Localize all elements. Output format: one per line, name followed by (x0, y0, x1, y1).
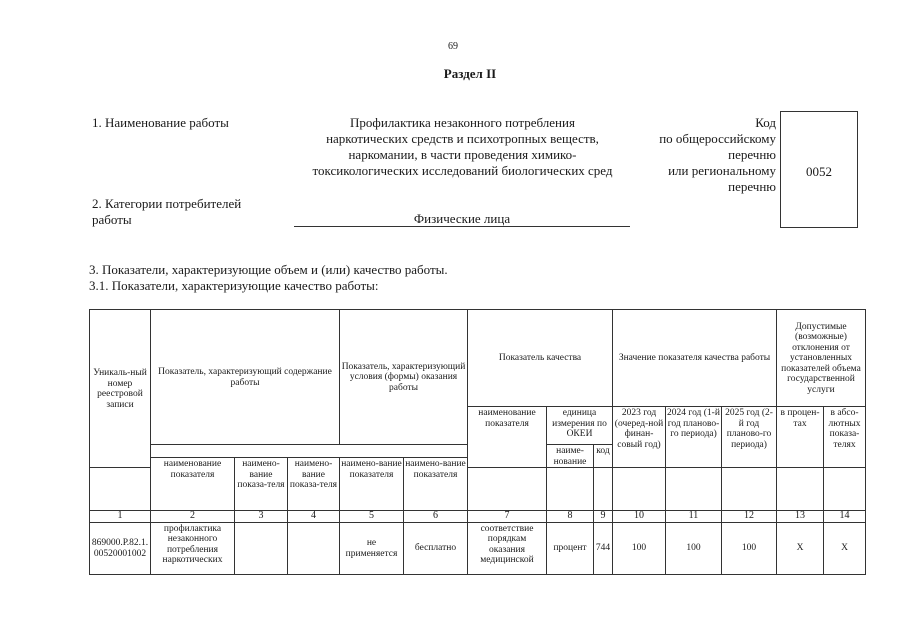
content-indicator-cell-3 (288, 522, 340, 574)
quality-indicators-table-lower (89, 457, 866, 575)
header-content-indicator: Показатель, характеризующий содержание работы (151, 310, 340, 445)
value-2023-cell: 100 (613, 522, 666, 574)
quality-subheading: 3.1. Показатели, характеризующие качество работы: (89, 278, 379, 293)
column-number: 4 (288, 511, 340, 523)
code-label-line: перечню (728, 147, 776, 162)
unit-code-cell: 744 (594, 522, 613, 574)
header-unit-okei: единица измерения по ОКЕИ (547, 407, 613, 445)
header-indicator-name-continuation (468, 458, 547, 511)
header-year-2024: 2024 год (1-й год планово-го периода) (666, 407, 722, 468)
header-condition-name-1: наимено-вание показателя (340, 458, 404, 511)
column-number: 12 (722, 511, 777, 523)
quality-indicator-cell: соответствие порядкам оказания медицинской (468, 522, 547, 574)
header-year-2023-continuation (613, 458, 666, 511)
code-label (636, 115, 776, 195)
header-year-2025-continuation (722, 458, 777, 511)
header-percent-continuation (777, 458, 824, 511)
content-indicator-cell: профилактика незаконного потребления наркотических (151, 522, 235, 574)
header-absolute-continuation (824, 458, 866, 511)
header-unique-continuation (90, 458, 151, 511)
deviation-percent-cell: X (777, 522, 824, 574)
work-name-line: наркотических средств и психотропных веществ, (326, 131, 599, 146)
column-number: 1 (90, 511, 151, 523)
work-name-line: токсикологических исследований биологических сред (312, 163, 613, 178)
header-quality-values: Значение показателя качества работы (613, 310, 777, 407)
column-number: 6 (404, 511, 468, 523)
quality-indicators-table (89, 309, 866, 468)
content-indicator-cell-2 (235, 522, 288, 574)
column-number: 8 (547, 511, 594, 523)
header-condition-name-2: наимено-вание показателя (404, 458, 468, 511)
consumer-value: Физические лица (413, 211, 511, 226)
column-number-row (90, 511, 866, 523)
header-row-1 (90, 310, 866, 407)
header-content-name-3: наимено-вание показа-теля (288, 458, 340, 511)
code-value: 0052 (806, 164, 832, 179)
header-unit-code-continuation (594, 458, 613, 511)
consumer-label-line: работы (92, 212, 132, 227)
header-unit-name-continuation (547, 458, 594, 511)
consumer-label-line: 2. Категории потребителей (92, 196, 242, 211)
consumer-underline (294, 226, 630, 227)
column-number: 5 (340, 511, 404, 523)
unit-name-cell: процент (547, 522, 594, 574)
header-unit-name: наиме-нование (547, 445, 594, 468)
work-name-label: 1. Наименование работы (92, 115, 229, 130)
header-quality-indicator: Показатель качества (468, 310, 613, 407)
header-deviation-percent: в процен-тах (777, 407, 824, 468)
header-indicator-name: наименование показателя (468, 407, 547, 468)
section-title: Раздел II (443, 66, 497, 81)
work-name-line: наркомании, в части проведения химико- (348, 147, 577, 162)
work-name-line: Профилактика незаконного потребления (350, 115, 575, 130)
column-number: 9 (594, 511, 613, 523)
header-deviation-absolute: в абсо-лютных показа-телях (824, 407, 866, 468)
column-number: 14 (824, 511, 866, 523)
code-label-line: по общероссийскому (659, 131, 776, 146)
header-conditions-indicator: Показатель, характеризующий условия (формы) оказания работы (340, 310, 468, 445)
value-2024-cell: 100 (666, 522, 722, 574)
code-box (780, 111, 858, 228)
header-content-name-2: наимено-вание показа-теля (235, 458, 288, 511)
condition-cell-2: бесплатно (404, 522, 468, 574)
page-number: 69 (448, 41, 458, 52)
header-year-2025: 2025 год (2-й год планово-го периода) (722, 407, 777, 468)
header-unique-number: Уникаль-ный номер реестровой записи (90, 310, 151, 468)
deviation-absolute-cell: X (824, 522, 866, 574)
condition-cell-1: не применяется (340, 522, 404, 574)
column-number: 7 (468, 511, 547, 523)
work-name-value (295, 115, 630, 179)
code-label-line: Код (755, 115, 776, 130)
table-row (90, 522, 866, 574)
header-year-2024-continuation (666, 458, 722, 511)
header-deviation: Допустимые (возможные) отклонения от установленных показателей объема государственной услуги (777, 310, 866, 407)
registry-number-cell: 869000.Р.82.1.00520001002 (90, 522, 151, 574)
column-number: 11 (666, 511, 722, 523)
indicators-heading: 3. Показатели, характеризующие объем и (или) качество работы. (89, 262, 448, 277)
header-unit-code: код (594, 445, 613, 468)
header-year-2023: 2023 год (очеред-ной финан-совый год) (613, 407, 666, 468)
value-2025-cell: 100 (722, 522, 777, 574)
header-row-subnames (90, 458, 866, 511)
header-content-name-1: наименование показателя (151, 458, 235, 511)
code-label-line: перечню (728, 179, 776, 194)
code-label-line: или региональному (668, 163, 776, 178)
column-number: 2 (151, 511, 235, 523)
column-number: 10 (613, 511, 666, 523)
column-number: 3 (235, 511, 288, 523)
consumer-label (92, 196, 241, 228)
column-number: 13 (777, 511, 824, 523)
